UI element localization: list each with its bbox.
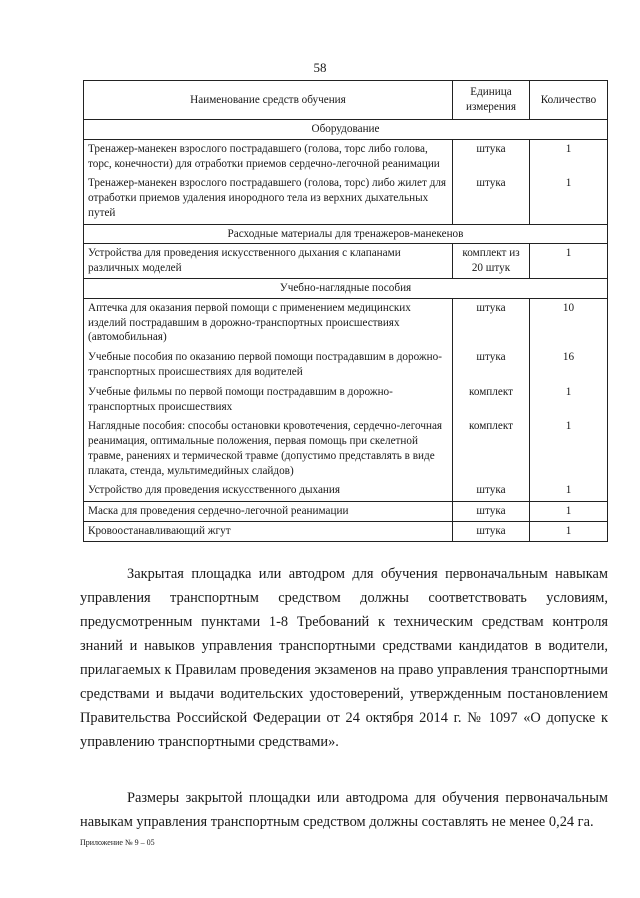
body-paragraph [80, 562, 608, 754]
item-qty: 10 [530, 298, 608, 348]
training-equipment-table [83, 80, 608, 542]
item-name: Учебные пособия по оказанию первой помощи пострадавшим в дорожно-транспортных происшествиях для водителей [84, 348, 453, 383]
paragraph-text: Закрытая площадка или автодром для обучения первоначальным навыкам управления транспортным средством должны соответствовать условиям, предусмотренным пунктами 1-8 Требований к техническим средствам контроля знаний и навыков управления транспортными средствами кандидатов в водители, прилагаемых к Правилам проведения экзаменов на право управления транспортными средствами и выдачи водительских удостоверений, утвержденным постановлением Правительства Российской Федерации от 24 октября 2014 г. № 1097 «О допуске к управлению транспортными средствами». [80, 566, 608, 750]
item-name: Тренажер-манекен взрослого пострадавшего (голова, торс) либо жилет для отработки приемов удаления инородного тела из верхних дыхательных путей [84, 174, 453, 224]
item-name: Учебные фильмы по первой помощи пострадавшим в дорожно-транспортных происшествиях [84, 383, 453, 418]
section-title: Оборудование [84, 120, 608, 140]
item-unit: комплект из 20 штук [453, 244, 530, 279]
table-row [84, 521, 608, 541]
table-row [84, 244, 608, 279]
item-name: Наглядные пособия: способы остановки кровотечения, сердечно-легочная реанимация, оптимальные положения, первая помощь при скелетной травме, ранениях и термической травме (допустимо представлять в виде плаката, стенда, мультимедийных слайдов) [84, 417, 453, 481]
table-row [84, 174, 608, 224]
item-qty: 1 [530, 417, 608, 481]
table-header-row [84, 81, 608, 120]
item-qty: 16 [530, 348, 608, 383]
item-qty: 1 [530, 139, 608, 174]
item-qty: 1 [530, 244, 608, 279]
item-unit: штука [453, 174, 530, 224]
item-qty: 1 [530, 383, 608, 418]
header-unit: Единица измерения [453, 81, 530, 120]
paragraph-text: Размеры закрытой площадки или автодрома для обучения первоначальным навыкам управления транспортным средством должны составлять не менее 0,24 га. [80, 790, 608, 830]
item-qty: 1 [530, 174, 608, 224]
body-paragraph [80, 786, 608, 834]
page-number: 58 [313, 60, 327, 75]
item-name: Тренажер-манекен взрослого пострадавшего (голова, торс либо голова, торс, конечности) для отработки приемов сердечно-легочной реанимации [84, 139, 453, 174]
item-name: Маска для проведения сердечно-легочной реанимации [84, 502, 453, 522]
section-row [84, 279, 608, 299]
footer-note: Приложение № 9 – 05 [80, 838, 155, 847]
table-row [84, 298, 608, 348]
section-title: Расходные материалы для тренажеров-манекенов [84, 224, 608, 244]
item-unit: комплект [453, 417, 530, 481]
item-unit: штука [453, 502, 530, 522]
section-row [84, 224, 608, 244]
item-unit: штука [453, 139, 530, 174]
header-name: Наименование средств обучения [84, 81, 453, 120]
header-qty: Количество [530, 81, 608, 120]
item-qty: 1 [530, 481, 608, 501]
item-unit: штука [453, 481, 530, 501]
item-unit: штука [453, 298, 530, 348]
item-qty: 1 [530, 502, 608, 522]
section-title: Учебно-наглядные пособия [84, 279, 608, 299]
item-unit: штука [453, 348, 530, 383]
item-qty: 1 [530, 521, 608, 541]
item-unit: штука [453, 521, 530, 541]
table-row [84, 502, 608, 522]
table-row [84, 481, 608, 501]
table-row [84, 348, 608, 383]
item-name: Аптечка для оказания первой помощи с применением медицинских изделий пострадавшим в дорожно-транспортных происшествиях (автомобильная) [84, 298, 453, 348]
item-name: Устройство для проведения искусственного дыхания [84, 481, 453, 501]
item-name: Кровоостанавливающий жгут [84, 521, 453, 541]
item-unit: комплект [453, 383, 530, 418]
item-name: Устройства для проведения искусственного дыхания с клапанами различных моделей [84, 244, 453, 279]
table-row [84, 417, 608, 481]
table-row [84, 383, 608, 418]
table-row [84, 139, 608, 174]
section-row [84, 120, 608, 140]
